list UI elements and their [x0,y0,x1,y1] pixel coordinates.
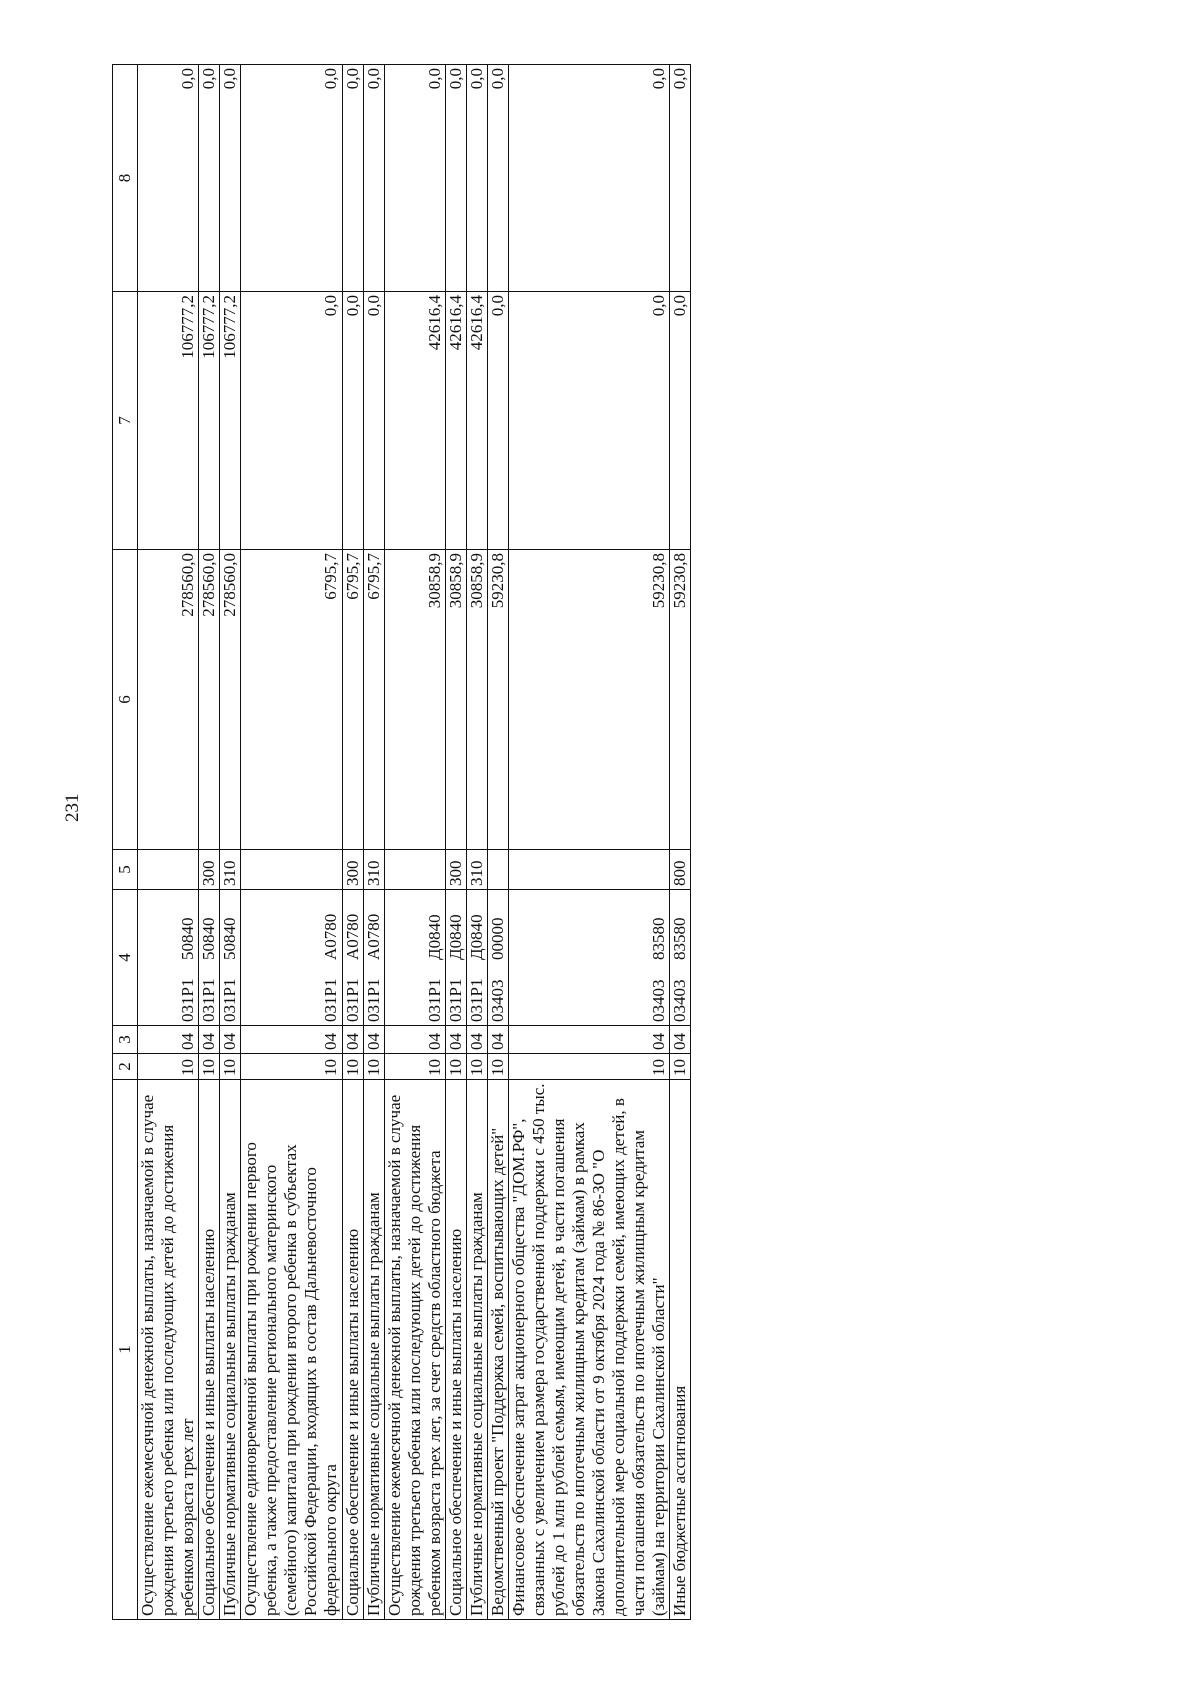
header-col-1: 1 [113,1080,138,1620]
row-target-article-cell [445,890,466,1026]
table-row [241,65,342,1620]
target-article-direction-code: Д0840 [445,914,465,960]
row-subsection-cell: 04 [670,1026,691,1054]
row-subsection-cell: 04 [445,1026,466,1054]
row-amount-col6-cell: 59230,8 [487,550,508,850]
row-amount-col6-cell: 278560,0 [138,550,199,850]
row-amount-col8-cell: 0,0 [342,65,363,292]
row-amount-col8-cell: 0,0 [363,65,384,292]
row-amount-col8-cell: 0,0 [670,65,691,292]
row-expense-type-cell [138,850,199,890]
table-row [487,65,508,1620]
target-article-program-code: 03403 [670,979,690,1022]
target-article-program-code: 031P1 [178,978,198,1022]
row-section-cell: 10 [466,1054,487,1080]
row-name-cell: Социальное обеспечение и иные выплаты населению [199,1080,220,1620]
target-article-program-code: 031P1 [342,978,362,1022]
row-expense-type-cell: 310 [220,850,241,890]
row-target-article-cell [384,890,445,1026]
table-row [466,65,487,1620]
row-section-cell: 10 [241,1054,342,1080]
target-article-program-code: 03403 [649,979,669,1022]
row-amount-col6-cell: 59230,8 [670,550,691,850]
table-row [445,65,466,1620]
row-amount-col7-cell: 0,0 [487,292,508,550]
row-expense-type-cell [487,850,508,890]
target-article-program-code: 031P1 [199,978,219,1022]
target-article-direction-code: 50840 [178,917,198,960]
header-col-7: 7 [113,292,138,550]
row-subsection-cell: 04 [508,1026,669,1054]
table-row [670,65,691,1620]
row-section-cell: 10 [670,1054,691,1080]
header-col-6: 6 [113,550,138,850]
target-article-direction-code: A0780 [363,913,383,960]
row-expense-type-cell: 800 [670,850,691,890]
row-section-cell: 10 [384,1054,445,1080]
target-article-program-code: 031P1 [363,978,383,1022]
target-article-program-code: 031P1 [445,978,465,1022]
row-amount-col6-cell: 30858,9 [384,550,445,850]
row-amount-col7-cell: 0,0 [241,292,342,550]
row-name-cell: Осуществление ежемесячной денежной выплаты, назначаемой в случае рождения третьего ребенка или последующих детей до достижения ребенком возраста трех лет [138,1080,199,1620]
header-col-4: 4 [113,890,138,1026]
target-article-direction-code: 50840 [220,917,240,960]
row-name-cell: Социальное обеспечение и иные выплаты населению [342,1080,363,1620]
row-subsection-cell: 04 [466,1026,487,1054]
row-amount-col7-cell: 42616,4 [445,292,466,550]
row-subsection-cell: 04 [384,1026,445,1054]
row-expense-type-cell: 310 [466,850,487,890]
row-amount-col7-cell: 42616,4 [384,292,445,550]
row-amount-col8-cell: 0,0 [241,65,342,292]
row-amount-col6-cell: 6795,7 [363,550,384,850]
target-article-program-code: 031P1 [424,978,444,1022]
table-row [508,65,669,1620]
row-subsection-cell: 04 [199,1026,220,1054]
row-subsection-cell: 04 [363,1026,384,1054]
row-name-cell: Иные бюджетные ассигнования [670,1080,691,1620]
row-target-article-cell [508,890,669,1026]
target-article-direction-code: 83580 [670,917,690,960]
table-row [363,65,384,1620]
target-article-program-code: 031P1 [466,978,486,1022]
row-amount-col6-cell: 30858,9 [466,550,487,850]
row-subsection-cell: 04 [220,1026,241,1054]
row-name-cell: Осуществление ежемесячной денежной выплаты, назначаемой в случае рождения третьего ребенка или последующих детей до достижения ребенком возраста трех лет, за счет средств областного бюджета [384,1080,445,1620]
row-amount-col8-cell: 0,0 [445,65,466,292]
row-amount-col8-cell: 0,0 [508,65,669,292]
header-col-3: 3 [113,1026,138,1054]
row-expense-type-cell [384,850,445,890]
row-section-cell: 10 [445,1054,466,1080]
row-amount-col6-cell: 59230,8 [508,550,669,850]
table-row [342,65,363,1620]
budget-table [112,64,691,1620]
target-article-direction-code: 83580 [649,917,669,960]
header-row [113,65,138,1620]
target-article-direction-code: 50840 [199,917,219,960]
target-article-direction-code: Д0840 [424,914,444,960]
row-amount-col8-cell: 0,0 [138,65,199,292]
row-target-article-cell [138,890,199,1026]
target-article-program-code: 031P1 [321,978,341,1022]
row-target-article-cell [466,890,487,1026]
row-amount-col6-cell: 278560,0 [199,550,220,850]
row-amount-col7-cell: 106777,2 [138,292,199,550]
row-amount-col6-cell: 6795,7 [241,550,342,850]
row-amount-col8-cell: 0,0 [384,65,445,292]
row-target-article-cell [220,890,241,1026]
row-subsection-cell: 04 [342,1026,363,1054]
row-subsection-cell: 04 [487,1026,508,1054]
row-expense-type-cell [241,850,342,890]
row-amount-col7-cell: 0,0 [508,292,669,550]
row-target-article-cell [199,890,220,1026]
row-amount-col6-cell: 278560,0 [220,550,241,850]
target-article-direction-code: A0780 [321,913,341,960]
row-target-article-cell [670,890,691,1026]
row-target-article-cell [241,890,342,1026]
row-name-cell: Публичные нормативные социальные выплаты гражданам [220,1080,241,1620]
table-row [138,65,199,1620]
rotated-table-container [112,65,691,1620]
row-name-cell: Публичные нормативные социальные выплаты гражданам [466,1080,487,1620]
header-col-8: 8 [113,65,138,292]
target-article-direction-code: 00000 [487,917,507,960]
row-expense-type-cell: 300 [199,850,220,890]
target-article-direction-code: A0780 [342,913,362,960]
page-number: 231 [62,793,83,822]
row-section-cell: 10 [199,1054,220,1080]
row-section-cell: 10 [487,1054,508,1080]
row-amount-col7-cell: 0,0 [363,292,384,550]
row-subsection-cell: 04 [241,1026,342,1054]
row-section-cell: 10 [508,1054,669,1080]
row-name-cell: Осуществление единовременной выплаты при рождении первого ребенка, а также предоставление регионального материнского (семейного) капитала при рождении второго ребенка в субъектах Российской Федерации, входящих в состав Дальневосточного федерального округа [241,1080,342,1620]
row-expense-type-cell [508,850,669,890]
row-amount-col7-cell: 0,0 [670,292,691,550]
table-row [220,65,241,1620]
row-amount-col6-cell: 6795,7 [342,550,363,850]
target-article-direction-code: Д0840 [466,914,486,960]
row-name-cell: Социальное обеспечение и иные выплаты населению [445,1080,466,1620]
row-amount-col7-cell: 0,0 [342,292,363,550]
row-section-cell: 10 [342,1054,363,1080]
row-expense-type-cell: 310 [363,850,384,890]
row-expense-type-cell: 300 [445,850,466,890]
row-target-article-cell [487,890,508,1026]
row-amount-col7-cell: 42616,4 [466,292,487,550]
row-amount-col8-cell: 0,0 [220,65,241,292]
table-row [199,65,220,1620]
row-name-cell: Финансовое обеспечение затрат акционерного общества "ДОМ.РФ", связанных с увеличением размера государственной поддержки с 450 тыс. рублей до 1 млн рублей семьям, имеющим детей, в части погашения обязательств по ипотечным жилищным кредитам (займам) в рамках Закона Сахалинской области от 9 октября 2024 года № 86-ЗО "О дополнительной мере социальной поддержки семей, имеющих детей, в части погашения обязательств по ипотечным жилищным кредитам (займам) на территории Сахалинской области" [508,1080,669,1620]
row-target-article-cell [363,890,384,1026]
row-section-cell: 10 [138,1054,199,1080]
row-name-cell: Ведомственный проект "Поддержка семей, воспитывающих детей" [487,1080,508,1620]
target-article-program-code: 03403 [487,979,507,1022]
row-amount-col7-cell: 106777,2 [199,292,220,550]
row-amount-col8-cell: 0,0 [487,65,508,292]
header-col-5: 5 [113,850,138,890]
header-col-2: 2 [113,1054,138,1080]
row-section-cell: 10 [363,1054,384,1080]
row-name-cell: Публичные нормативные социальные выплаты гражданам [363,1080,384,1620]
row-amount-col8-cell: 0,0 [466,65,487,292]
row-amount-col6-cell: 30858,9 [445,550,466,850]
row-expense-type-cell: 300 [342,850,363,890]
table-row [384,65,445,1620]
row-section-cell: 10 [220,1054,241,1080]
row-target-article-cell [342,890,363,1026]
target-article-program-code: 031P1 [220,978,240,1022]
row-subsection-cell: 04 [138,1026,199,1054]
row-amount-col7-cell: 106777,2 [220,292,241,550]
row-amount-col8-cell: 0,0 [199,65,220,292]
